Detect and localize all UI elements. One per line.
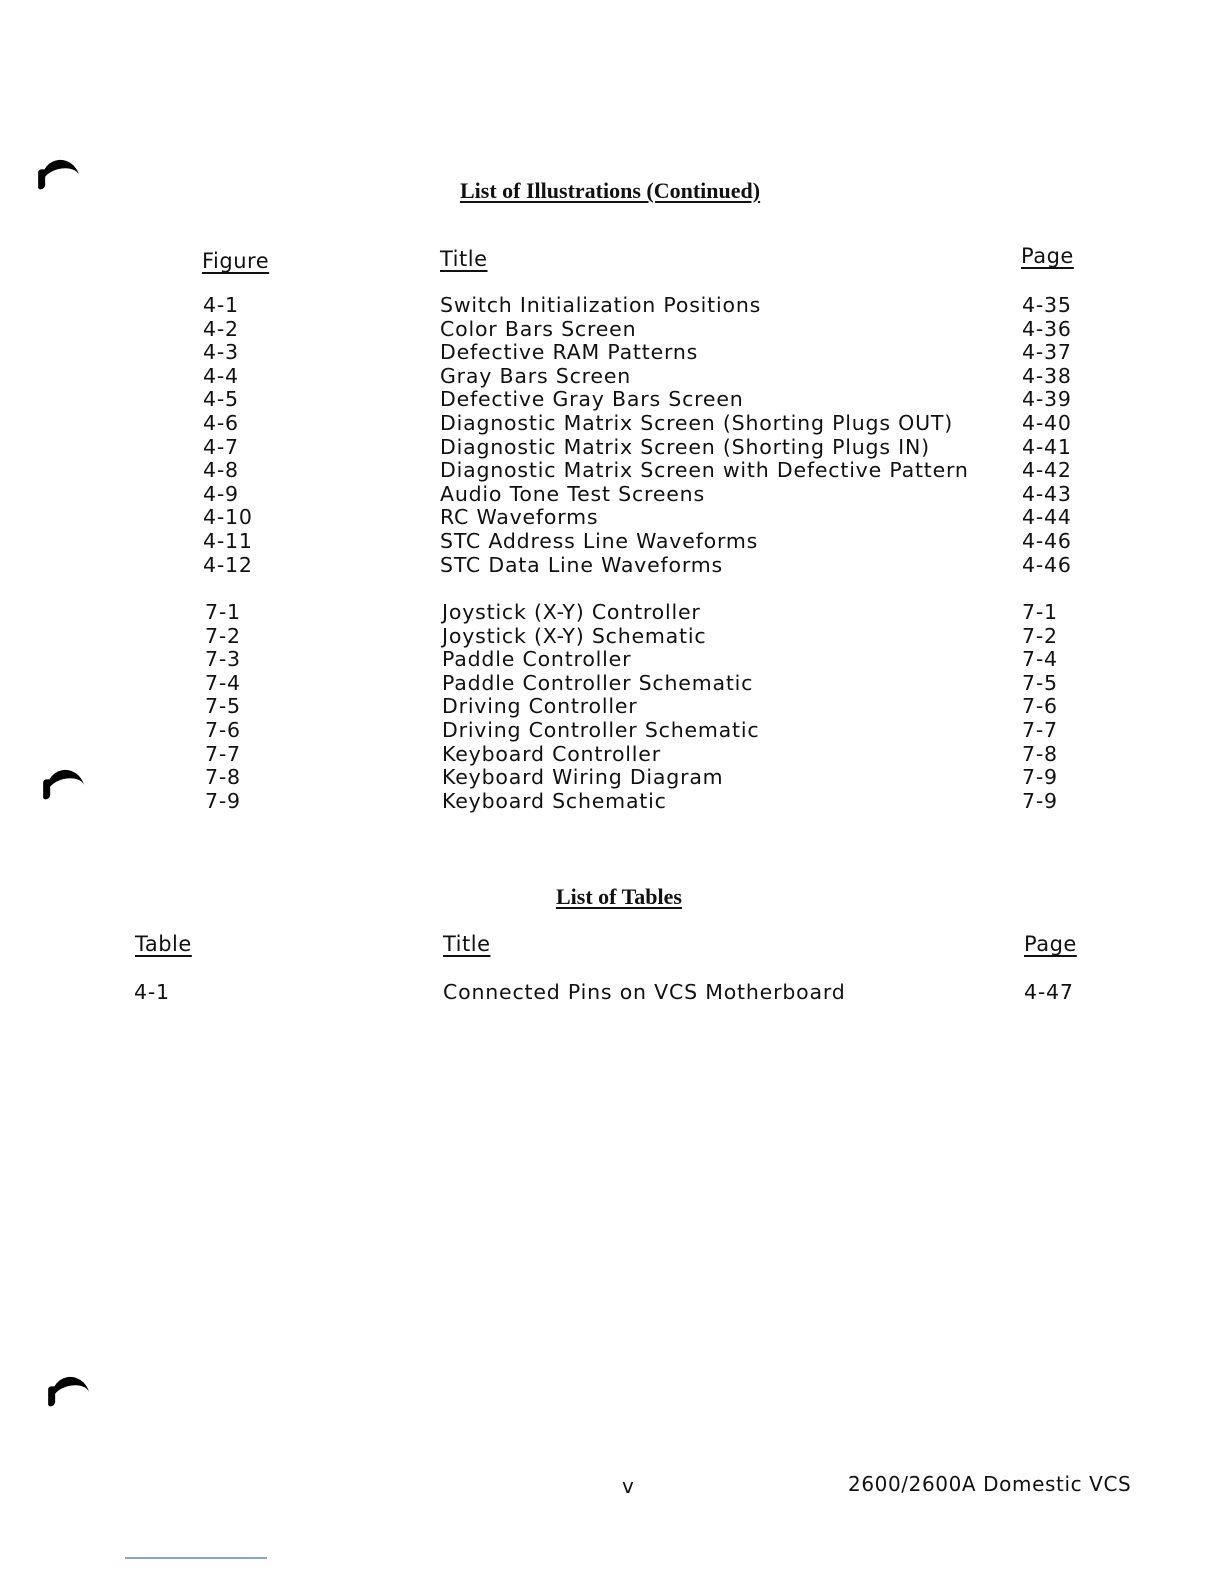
figure-page: 7-4 [1022, 647, 1058, 672]
figure-page: 4-43 [1022, 481, 1072, 506]
page-number: v [622, 1474, 635, 1498]
table-page-column-header: Page [1024, 932, 1077, 956]
figure-page: 4-42 [1022, 458, 1072, 483]
tables-heading: List of Tables [556, 884, 682, 909]
figure-number: 4-10 [203, 505, 253, 530]
figure-number: 4-4 [203, 363, 239, 388]
figure-number: 4-12 [203, 552, 253, 577]
figure-title: STC Data Line Waveforms [440, 552, 724, 577]
figure-number: 4-11 [203, 529, 253, 553]
figure-page: 4-40 [1022, 411, 1072, 435]
figure-number: 4-9 [203, 481, 239, 506]
figure-title: Diagnostic Matrix Screen with Defective Pattern [440, 458, 969, 483]
figure-title: Diagnostic Matrix Screen (Shorting Plugs OUT) [440, 411, 953, 435]
figure-page: 7-9 [1022, 788, 1058, 813]
figure-page: 7-8 [1022, 741, 1058, 766]
document-name: 2600/2600A Domestic VCS [848, 1472, 1132, 1496]
figure-page: 7-6 [1022, 694, 1058, 719]
figure-title: Defective RAM Patterns [440, 340, 699, 365]
figure-page: 4-38 [1022, 363, 1072, 388]
illustrations-heading: List of Illustrations (Continued) [460, 178, 761, 203]
figure-page: 4-46 [1022, 552, 1072, 577]
figure-title: Defective Gray Bars Screen [440, 387, 744, 412]
figure-title: Color Bars Screen [440, 316, 637, 341]
figure-title: Keyboard Schematic [442, 788, 667, 813]
figure-title: Keyboard Wiring Diagram [442, 765, 724, 790]
figure-number: 7-5 [205, 694, 241, 719]
figure-number: 4-5 [203, 387, 239, 412]
figure-number: 7-7 [205, 741, 241, 766]
figure-title: Switch Initialization Positions [440, 293, 762, 317]
figure-page: 7-2 [1022, 623, 1058, 648]
figure-page: 7-1 [1022, 600, 1058, 624]
figure-title: Driving Controller Schematic [442, 718, 760, 742]
figure-number: 4-7 [203, 434, 239, 459]
page-column-header: Page [1021, 244, 1074, 268]
figure-number: 7-3 [205, 647, 241, 672]
figure-page: 7-7 [1022, 718, 1058, 742]
figure-title: RC Waveforms [440, 505, 599, 530]
title-column-header: Title [440, 247, 488, 271]
figure-page: 4-44 [1022, 505, 1072, 530]
figure-number: 4-3 [203, 340, 239, 365]
table-row-title: Connected Pins on VCS Motherboard [443, 980, 846, 1004]
figure-page: 4-36 [1022, 316, 1072, 341]
figure-title: Diagnostic Matrix Screen (Shorting Plugs IN) [440, 434, 930, 459]
figure-number: 4-6 [203, 411, 239, 435]
figure-number: 7-2 [205, 623, 241, 648]
punch-hole-mark [38, 156, 81, 189]
figure-page: 4-35 [1022, 293, 1072, 317]
figure-number: 4-8 [203, 458, 239, 483]
figure-page: 4-41 [1022, 434, 1072, 459]
figure-title: STC Address Line Waveforms [440, 529, 759, 553]
table-row-number: 4-1 [134, 980, 170, 1004]
figure-title: Audio Tone Test Screens [440, 481, 705, 506]
figure-title: Joystick (X-Y) Controller [442, 600, 701, 624]
figure-page: 4-39 [1022, 387, 1072, 412]
figure-column-header: Figure [202, 249, 270, 273]
figure-title: Joystick (X-Y) Schematic [442, 623, 707, 648]
figure-number: 7-4 [205, 670, 241, 695]
figure-number: 7-8 [205, 765, 241, 790]
scan-edge-line [125, 1557, 267, 1559]
table-column-header: Table [135, 932, 192, 956]
figure-title: Paddle Controller Schematic [442, 670, 754, 695]
figure-number: 4-1 [203, 293, 239, 317]
figure-page: 7-9 [1022, 765, 1058, 790]
punch-hole-mark [48, 1373, 91, 1406]
figure-number: 7-6 [205, 718, 241, 742]
figure-page: 7-5 [1022, 670, 1058, 695]
figure-page: 4-37 [1022, 340, 1072, 365]
table-title-column-header: Title [443, 932, 491, 956]
figure-title: Driving Controller [442, 694, 638, 719]
figure-number: 7-9 [205, 788, 241, 813]
figure-title: Paddle Controller [442, 647, 632, 672]
table-row-page: 4-47 [1024, 980, 1074, 1004]
figure-title: Keyboard Controller [442, 741, 661, 766]
figure-number: 7-1 [205, 600, 241, 624]
punch-hole-mark [43, 766, 86, 799]
figure-number: 4-2 [203, 316, 239, 341]
figure-page: 4-46 [1022, 529, 1072, 553]
figure-title: Gray Bars Screen [440, 363, 632, 388]
